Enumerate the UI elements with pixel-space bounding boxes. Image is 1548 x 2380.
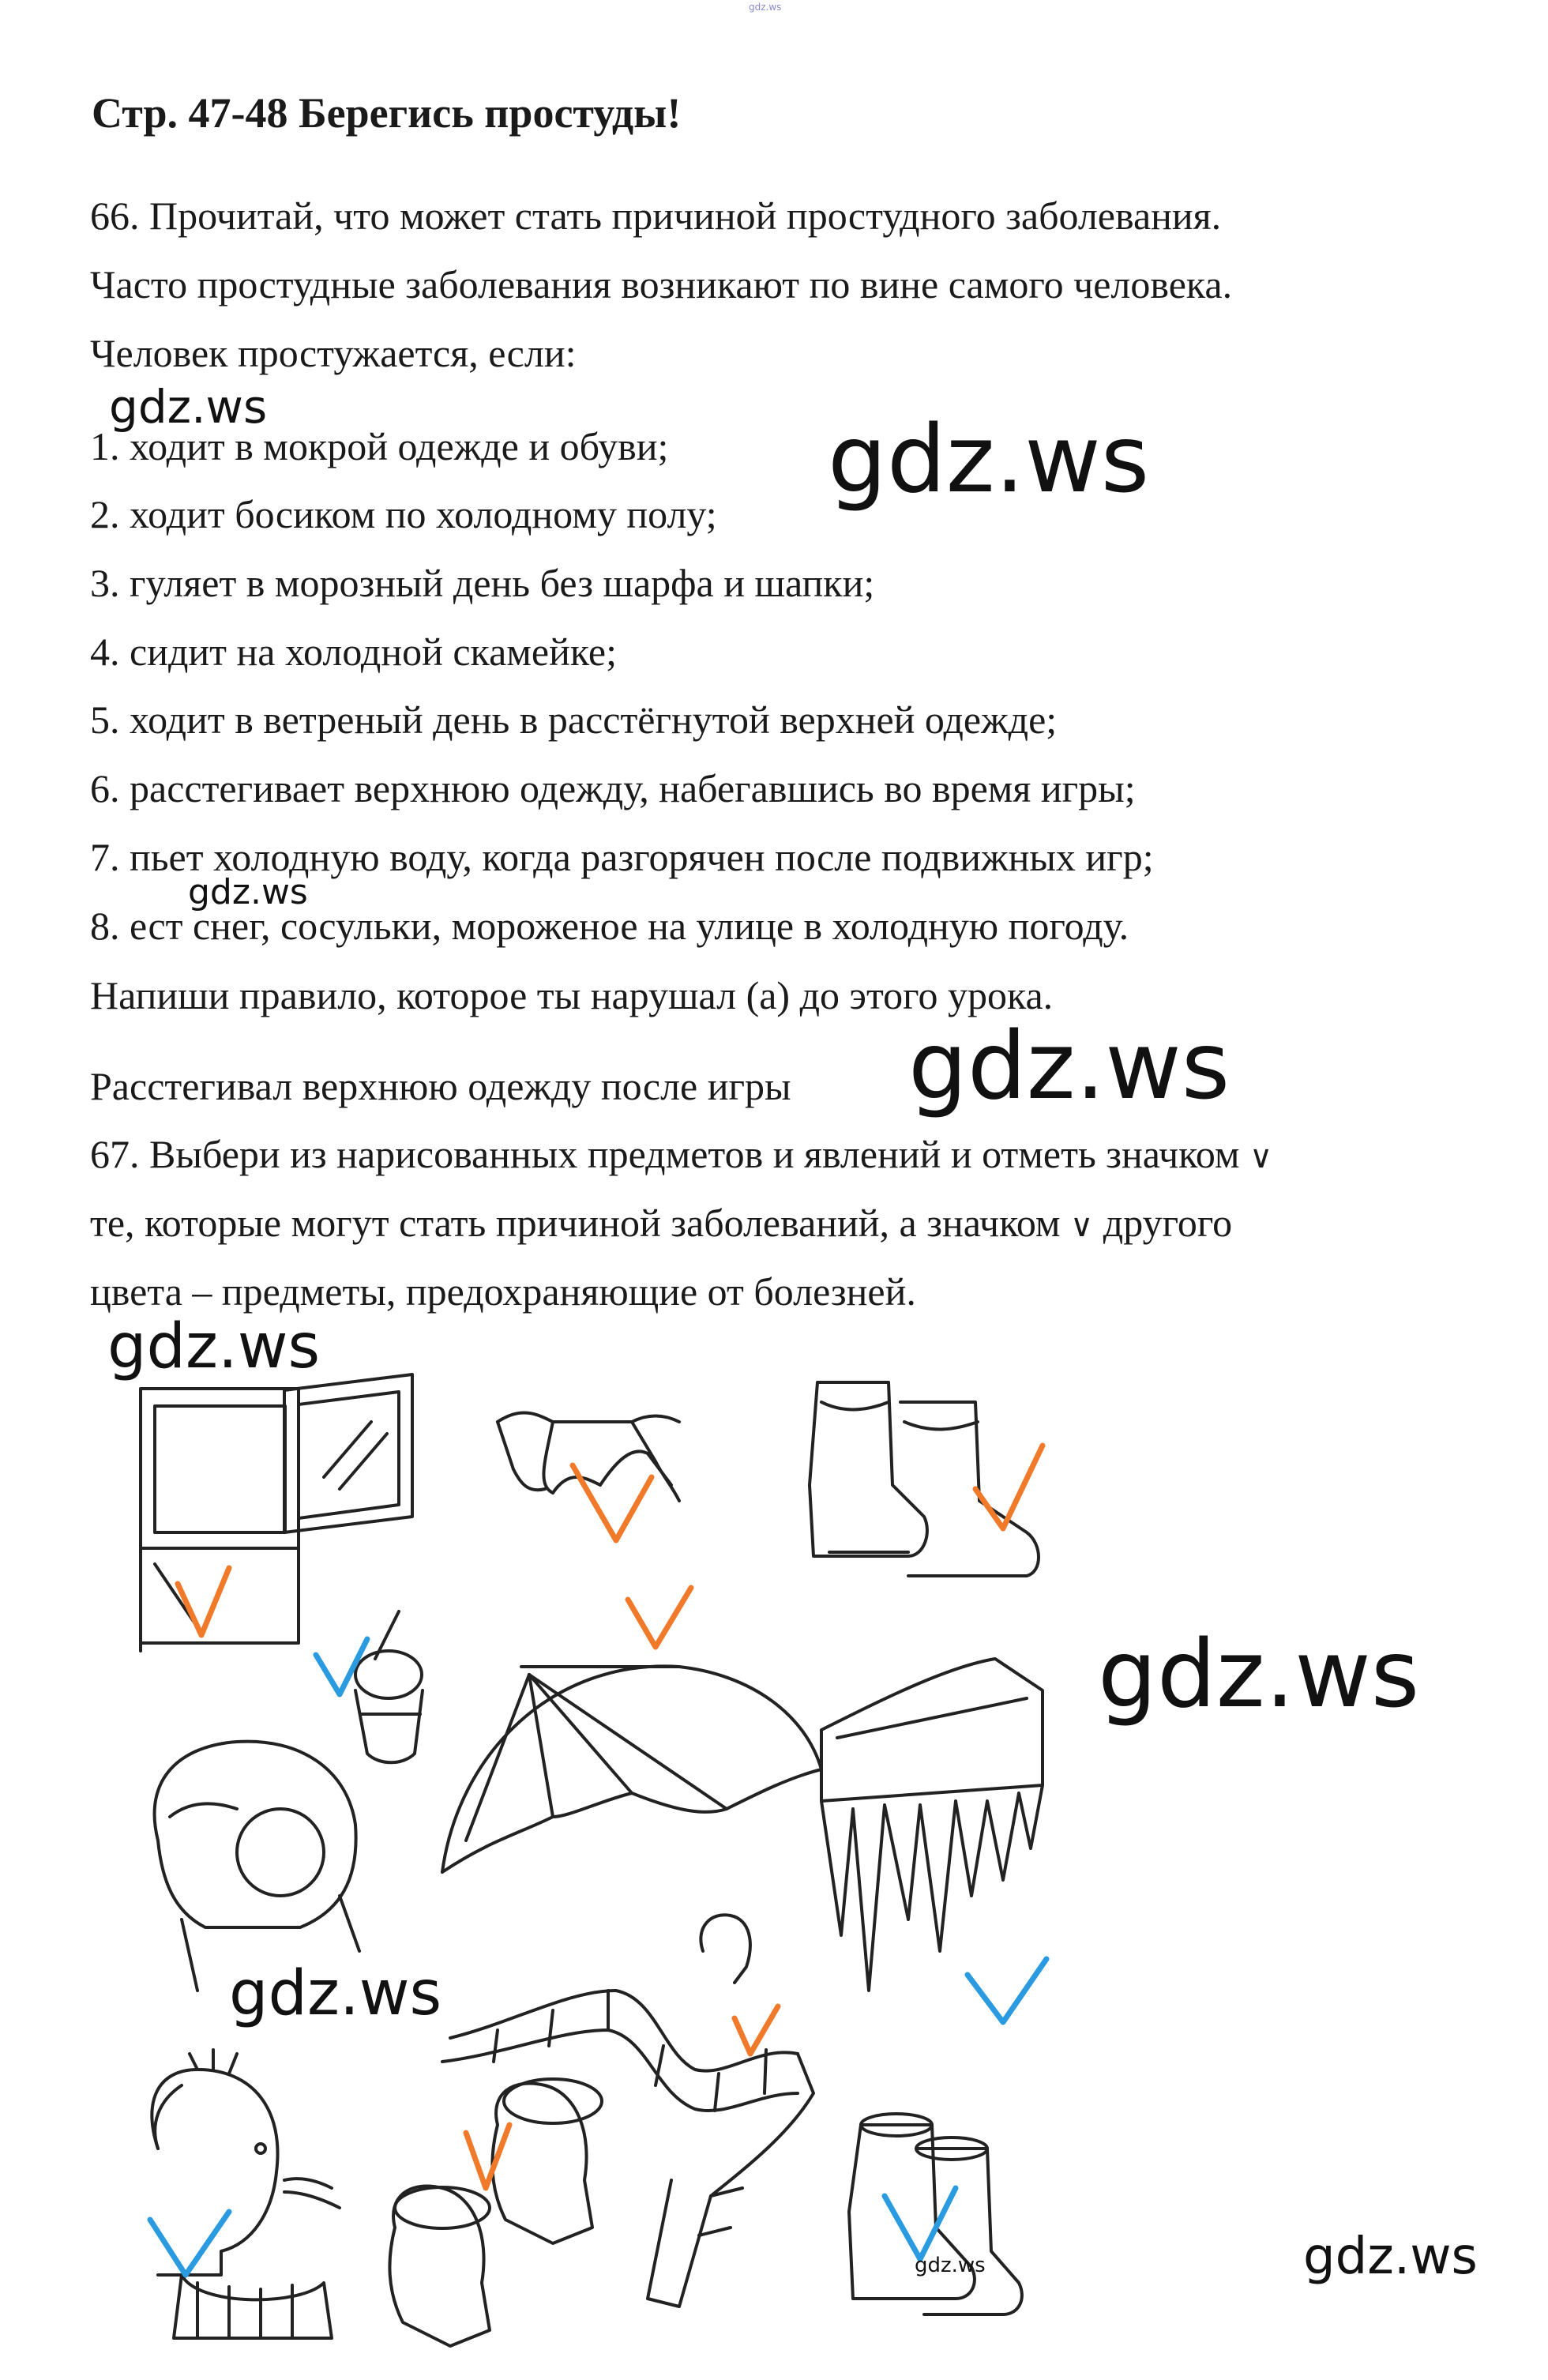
ex67-line-2a: те, которые могут стать причиной заболеваний, а значком: [90, 1201, 1061, 1245]
orange-check-mittens: [466, 2125, 509, 2188]
ex66-intro-3: Человек простужается, если:: [90, 331, 577, 375]
rubber-boots-drawing: [810, 1382, 1039, 1576]
orange-check-umbrella: [628, 1588, 691, 1647]
ex66-answer: Расстегивал верхнюю одежду после игры: [90, 1064, 791, 1108]
ex66-item-3: 3. гуляет в морозный день без шарфа и шапки;: [90, 561, 875, 605]
ex66-item-7: 7. пьет холодную воду, когда разгорячен после подвижных игр;: [90, 835, 1154, 879]
orange-check-scarf: [573, 1465, 652, 1540]
watermark: gdz.ws: [229, 1958, 442, 2029]
open-window-drawing: [141, 1374, 412, 1651]
icicles-drawing: [821, 1659, 1043, 1991]
watermark: gdz.ws: [915, 2254, 986, 2277]
watermark: gdz.ws: [107, 1311, 321, 1382]
blue-check-boy: [150, 2212, 229, 2275]
ex67-line-2b: другого: [1103, 1201, 1233, 1245]
ex66-intro-1: 66. Прочитай, что может стать причиной простудного заболевания.: [90, 194, 1222, 238]
ex66-task: Напиши правило, которое ты нарушал (а) до этого урока.: [90, 973, 1054, 1017]
orange-check-boots: [975, 1446, 1043, 1528]
ex66-intro-2: Часто простудные заболевания возникают по вине самого человека.: [90, 262, 1233, 306]
watermark: gdz.ws: [1303, 2228, 1478, 2286]
mittens-drawing: [389, 2079, 602, 2346]
ex67-line-3: цвета – предметы, предохраняющие от болезней.: [90, 1269, 916, 1314]
watermark: gdz.ws: [828, 404, 1150, 513]
felt-boots-drawing: [849, 2114, 1022, 2314]
boy-drawing: [152, 2050, 340, 2338]
ex66-item-2: 2. ходит босиком по холодному полу;: [90, 492, 717, 536]
blue-check-icicles: [968, 1959, 1046, 2022]
check-mark-symbol-2: ∨: [1070, 1208, 1094, 1244]
blue-check-felt-boots: [885, 2188, 956, 2259]
watermark: gdz.ws: [908, 1011, 1231, 1120]
page-title: Стр. 47-48 Берегись простуды!: [92, 89, 682, 137]
ex66-item-6: 6. расстегивает верхнюю одежду, набегавшись во время игры;: [90, 766, 1136, 810]
ex66-item-4: 4. сидит на холодной скамейке;: [90, 630, 617, 674]
ice-cream-drawing: [355, 1611, 423, 1762]
header-watermark: gdz.ws: [749, 2, 782, 13]
orange-check-window: [178, 1568, 229, 1635]
watermark: gdz.ws: [109, 380, 268, 434]
ex67-line-1-text: 67. Выбери из нарисованных предметов и явлений и отметь значком: [90, 1132, 1240, 1176]
watermark: gdz.ws: [188, 872, 308, 912]
check-mark-symbol: ∨: [1249, 1139, 1273, 1175]
umbrella-drawing: [442, 1666, 821, 1872]
ex66-item-5: 5. ходит в ветреный день в расстёгнутой верхней одежде;: [90, 697, 1058, 742]
cane-handle-drawing: [701, 1915, 750, 1983]
ex66-item-8: 8. ест снег, сосульки, мороженое на улице в холодную погоду.: [90, 904, 1129, 948]
orange-check-striped-scarf: [735, 2006, 778, 2054]
ex66-item-1: 1. ходит в мокрой одежде и обуви;: [90, 424, 669, 468]
watermark: gdz.ws: [1098, 1619, 1420, 1728]
ear-flap-hat-drawing: [155, 1742, 359, 1991]
